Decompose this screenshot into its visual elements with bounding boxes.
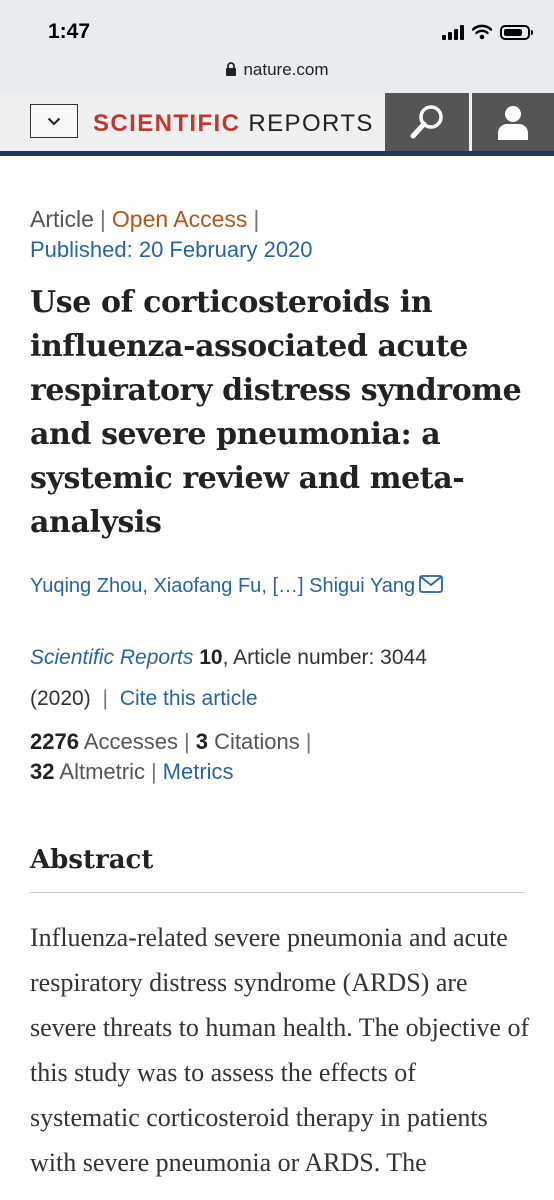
article-type-line bbox=[30, 206, 265, 233]
status-and-url-bar bbox=[0, 0, 554, 93]
url-text: nature.com bbox=[243, 60, 329, 79]
journal-volume: 10 bbox=[199, 646, 223, 669]
divider: | bbox=[150, 759, 157, 784]
url-field[interactable] bbox=[0, 60, 554, 80]
citations-count: 3 bbox=[195, 729, 208, 754]
chevron-down-icon bbox=[47, 117, 61, 126]
divider: | bbox=[305, 729, 312, 754]
accesses-label: Accesses bbox=[83, 729, 179, 754]
publication-year: (2020) bbox=[30, 687, 91, 710]
status-icons bbox=[442, 22, 530, 42]
cellular-signal-icon bbox=[442, 25, 464, 40]
divider: | bbox=[99, 206, 106, 232]
article-metrics bbox=[30, 727, 317, 787]
author-separator: , bbox=[261, 575, 273, 597]
author-link[interactable]: Shigui Yang bbox=[309, 575, 416, 597]
accesses-count: 2276 bbox=[30, 729, 79, 754]
brand-secondary: REPORTS bbox=[248, 110, 374, 137]
altmetric-count: 32 bbox=[30, 759, 55, 784]
search-button[interactable] bbox=[385, 93, 469, 151]
divider: | bbox=[184, 729, 190, 754]
published-date: Published: 20 February 2020 bbox=[30, 237, 313, 262]
citation-info bbox=[30, 637, 525, 719]
brand-primary: SCIENTIFIC bbox=[93, 110, 241, 137]
user-icon bbox=[495, 103, 531, 141]
abstract-heading: Abstract bbox=[30, 845, 154, 875]
abstract-text: Influenza-related severe pneumonia and acute respiratory distress syndrome (ARDS) are severe threats to human health. The objective of this study was to assess the effects of systematic corticosteroid therapy in patients with severe pneumonia or ARDS. The bbox=[30, 923, 530, 1177]
article-number: , Article number: 3044 bbox=[222, 646, 427, 669]
wifi-icon bbox=[472, 24, 492, 40]
account-button[interactable] bbox=[472, 93, 554, 151]
battery-icon bbox=[500, 25, 530, 40]
menu-toggle-button[interactable] bbox=[30, 104, 78, 138]
lock-icon bbox=[225, 62, 237, 77]
site-header bbox=[0, 93, 554, 156]
author-link[interactable]: Yuqing Zhou bbox=[30, 575, 143, 597]
mail-icon[interactable] bbox=[419, 575, 443, 593]
article-type: Article bbox=[30, 206, 94, 232]
citations-label: Citations bbox=[214, 729, 300, 754]
metrics-link[interactable]: Metrics bbox=[162, 759, 234, 784]
section-divider bbox=[30, 892, 524, 893]
divider: | bbox=[253, 206, 260, 232]
altmetric-label: Altmetric bbox=[59, 759, 145, 784]
show-all-authors-button[interactable]: […] bbox=[272, 575, 304, 597]
cite-this-article-link[interactable]: Cite this article bbox=[119, 687, 258, 710]
journal-name-link[interactable]: Scientific Reports bbox=[30, 646, 194, 669]
status-time: 1:47 bbox=[48, 20, 91, 43]
author-list bbox=[30, 575, 443, 598]
author-separator: , bbox=[142, 575, 154, 597]
open-access-badge: Open Access bbox=[111, 206, 248, 232]
article-title: Use of corticosteroids in influenza-associated acute respiratory distress syndrome and severe pneumonia: a systemic review and meta-analysis bbox=[30, 285, 522, 540]
site-logo[interactable] bbox=[93, 110, 374, 138]
author-link[interactable]: Xiaofang Fu bbox=[153, 575, 262, 597]
search-icon bbox=[407, 102, 447, 142]
divider: | bbox=[96, 687, 114, 710]
